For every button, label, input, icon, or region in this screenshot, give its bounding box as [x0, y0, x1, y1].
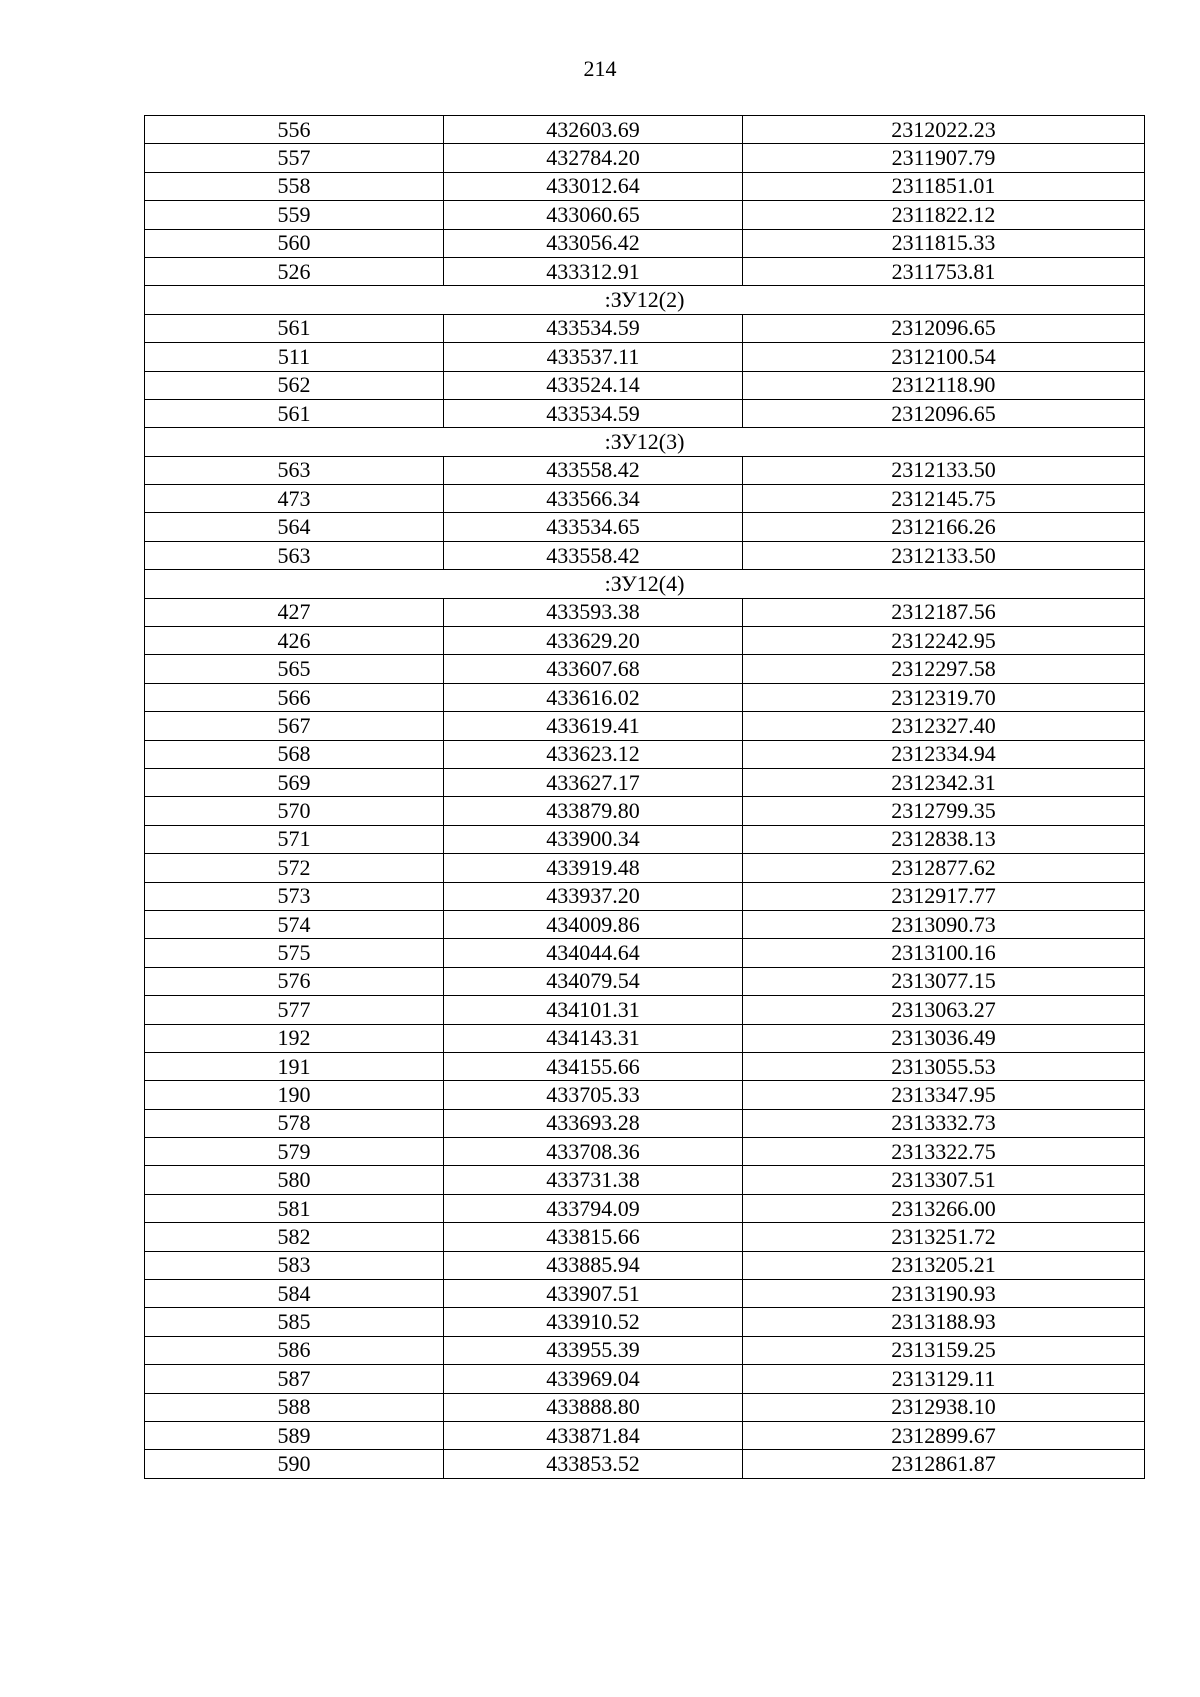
x-coordinate-cell: 433534.65	[444, 513, 743, 541]
table-row	[145, 598, 1145, 626]
point-number-cell: 570	[145, 797, 444, 825]
x-coordinate-cell: 433853.52	[444, 1450, 743, 1478]
x-coordinate-cell: 433900.34	[444, 825, 743, 853]
table-row	[145, 939, 1145, 967]
section-header-row	[145, 286, 1145, 314]
point-number-cell: 569	[145, 768, 444, 796]
point-number-cell: 427	[145, 598, 444, 626]
point-number-cell: 582	[145, 1223, 444, 1251]
x-coordinate-cell: 433558.42	[444, 541, 743, 569]
x-coordinate-cell: 433566.34	[444, 485, 743, 513]
y-coordinate-cell: 2312917.77	[743, 882, 1145, 910]
point-number-cell: 576	[145, 967, 444, 995]
point-number-cell: 590	[145, 1450, 444, 1478]
y-coordinate-cell: 2312133.50	[743, 456, 1145, 484]
x-coordinate-cell: 433888.80	[444, 1393, 743, 1421]
y-coordinate-cell: 2312297.58	[743, 655, 1145, 683]
table-row	[145, 627, 1145, 655]
point-number-cell: 588	[145, 1393, 444, 1421]
x-coordinate-cell: 433705.33	[444, 1081, 743, 1109]
table-row	[145, 343, 1145, 371]
y-coordinate-cell: 2312096.65	[743, 314, 1145, 342]
table-row	[145, 910, 1145, 938]
table-row	[145, 1052, 1145, 1080]
point-number-cell: 574	[145, 910, 444, 938]
x-coordinate-cell: 434009.86	[444, 910, 743, 938]
y-coordinate-cell: 2312877.62	[743, 854, 1145, 882]
x-coordinate-cell: 434079.54	[444, 967, 743, 995]
x-coordinate-cell: 433534.59	[444, 399, 743, 427]
point-number-cell: 572	[145, 854, 444, 882]
y-coordinate-cell: 2312100.54	[743, 343, 1145, 371]
x-coordinate-cell: 433871.84	[444, 1421, 743, 1449]
section-header-row	[145, 428, 1145, 456]
table-row	[145, 513, 1145, 541]
y-coordinate-cell: 2312118.90	[743, 371, 1145, 399]
table-row	[145, 116, 1145, 144]
y-coordinate-cell: 2312938.10	[743, 1393, 1145, 1421]
table-row	[145, 854, 1145, 882]
point-number-cell: 560	[145, 229, 444, 257]
x-coordinate-cell: 432603.69	[444, 116, 743, 144]
page-number: 214	[583, 56, 617, 81]
table-row	[145, 1166, 1145, 1194]
point-number-cell: 580	[145, 1166, 444, 1194]
x-coordinate-cell: 433627.17	[444, 768, 743, 796]
y-coordinate-cell: 2313188.93	[743, 1308, 1145, 1336]
x-coordinate-cell: 434143.31	[444, 1024, 743, 1052]
y-coordinate-cell: 2312861.87	[743, 1450, 1145, 1478]
y-coordinate-cell: 2312334.94	[743, 740, 1145, 768]
table-row	[145, 1251, 1145, 1279]
table-row	[145, 1024, 1145, 1052]
x-coordinate-cell: 433012.64	[444, 172, 743, 200]
point-number-cell: 567	[145, 712, 444, 740]
x-coordinate-cell: 433910.52	[444, 1308, 743, 1336]
y-coordinate-cell: 2313100.16	[743, 939, 1145, 967]
point-number-cell: 578	[145, 1109, 444, 1137]
point-number-cell: 566	[145, 683, 444, 711]
y-coordinate-cell: 2312799.35	[743, 797, 1145, 825]
y-coordinate-cell: 2311815.33	[743, 229, 1145, 257]
y-coordinate-cell: 2313090.73	[743, 910, 1145, 938]
table-row	[145, 1450, 1145, 1478]
table-row	[145, 967, 1145, 995]
x-coordinate-cell: 433524.14	[444, 371, 743, 399]
x-coordinate-cell: 433794.09	[444, 1194, 743, 1222]
table-row	[145, 201, 1145, 229]
table-row	[145, 683, 1145, 711]
y-coordinate-cell: 2313129.11	[743, 1365, 1145, 1393]
y-coordinate-cell: 2313205.21	[743, 1251, 1145, 1279]
y-coordinate-cell: 2312342.31	[743, 768, 1145, 796]
table-row	[145, 1365, 1145, 1393]
table-row	[145, 825, 1145, 853]
x-coordinate-cell: 433593.38	[444, 598, 743, 626]
point-number-cell: 556	[145, 116, 444, 144]
x-coordinate-cell: 433060.65	[444, 201, 743, 229]
y-coordinate-cell: 2313077.15	[743, 967, 1145, 995]
x-coordinate-cell: 433537.11	[444, 343, 743, 371]
table-row	[145, 1109, 1145, 1137]
x-coordinate-cell: 433815.66	[444, 1223, 743, 1251]
point-number-cell: 586	[145, 1336, 444, 1364]
point-number-cell: 573	[145, 882, 444, 910]
x-coordinate-cell: 433558.42	[444, 456, 743, 484]
y-coordinate-cell: 2312319.70	[743, 683, 1145, 711]
x-coordinate-cell: 433056.42	[444, 229, 743, 257]
x-coordinate-cell: 433955.39	[444, 1336, 743, 1364]
table-row	[145, 768, 1145, 796]
point-number-cell: 583	[145, 1251, 444, 1279]
table-row	[145, 371, 1145, 399]
table-row	[145, 655, 1145, 683]
y-coordinate-cell: 2313332.73	[743, 1109, 1145, 1137]
y-coordinate-cell: 2313159.25	[743, 1336, 1145, 1364]
point-number-cell: 571	[145, 825, 444, 853]
table-row	[145, 144, 1145, 172]
point-number-cell: 511	[145, 343, 444, 371]
point-number-cell: 584	[145, 1280, 444, 1308]
table-row	[145, 1223, 1145, 1251]
y-coordinate-cell: 2311822.12	[743, 201, 1145, 229]
y-coordinate-cell: 2311753.81	[743, 257, 1145, 285]
x-coordinate-cell: 433907.51	[444, 1280, 743, 1308]
y-coordinate-cell: 2312133.50	[743, 541, 1145, 569]
x-coordinate-cell: 434044.64	[444, 939, 743, 967]
point-number-cell: 589	[145, 1421, 444, 1449]
x-coordinate-cell: 433623.12	[444, 740, 743, 768]
point-number-cell: 562	[145, 371, 444, 399]
y-coordinate-cell: 2312166.26	[743, 513, 1145, 541]
point-number-cell: 561	[145, 314, 444, 342]
point-number-cell: 568	[145, 740, 444, 768]
table-row	[145, 172, 1145, 200]
table-row	[145, 485, 1145, 513]
point-number-cell: 577	[145, 996, 444, 1024]
x-coordinate-cell: 433885.94	[444, 1251, 743, 1279]
point-number-cell: 579	[145, 1138, 444, 1166]
table-row	[145, 1336, 1145, 1364]
point-number-cell: 557	[145, 144, 444, 172]
y-coordinate-cell: 2313307.51	[743, 1166, 1145, 1194]
point-number-cell: 587	[145, 1365, 444, 1393]
table-row	[145, 797, 1145, 825]
point-number-cell: 526	[145, 257, 444, 285]
table-row	[145, 399, 1145, 427]
x-coordinate-cell: 433534.59	[444, 314, 743, 342]
table-row	[145, 1194, 1145, 1222]
point-number-cell: 563	[145, 456, 444, 484]
table-row	[145, 1393, 1145, 1421]
x-coordinate-cell: 433879.80	[444, 797, 743, 825]
table-row	[145, 456, 1145, 484]
x-coordinate-cell: 434155.66	[444, 1052, 743, 1080]
x-coordinate-cell: 433619.41	[444, 712, 743, 740]
point-number-cell: 575	[145, 939, 444, 967]
x-coordinate-cell: 433937.20	[444, 882, 743, 910]
point-number-cell: 563	[145, 541, 444, 569]
table-row	[145, 541, 1145, 569]
y-coordinate-cell: 2313190.93	[743, 1280, 1145, 1308]
table-row	[145, 1081, 1145, 1109]
section-label: :ЗУ12(3)	[145, 428, 1145, 456]
y-coordinate-cell: 2313322.75	[743, 1138, 1145, 1166]
point-number-cell: 558	[145, 172, 444, 200]
point-number-cell: 561	[145, 399, 444, 427]
y-coordinate-cell: 2312096.65	[743, 399, 1145, 427]
y-coordinate-cell: 2313055.53	[743, 1052, 1145, 1080]
y-coordinate-cell: 2313251.72	[743, 1223, 1145, 1251]
point-number-cell: 585	[145, 1308, 444, 1336]
x-coordinate-cell: 433629.20	[444, 627, 743, 655]
x-coordinate-cell: 433708.36	[444, 1138, 743, 1166]
coordinates-table	[144, 115, 1145, 1479]
x-coordinate-cell: 434101.31	[444, 996, 743, 1024]
y-coordinate-cell: 2312899.67	[743, 1421, 1145, 1449]
section-label: :ЗУ12(4)	[145, 570, 1145, 598]
y-coordinate-cell: 2313347.95	[743, 1081, 1145, 1109]
point-number-cell: 191	[145, 1052, 444, 1080]
x-coordinate-cell: 433616.02	[444, 683, 743, 711]
x-coordinate-cell: 433312.91	[444, 257, 743, 285]
table-row	[145, 1138, 1145, 1166]
y-coordinate-cell: 2313266.00	[743, 1194, 1145, 1222]
table-row	[145, 257, 1145, 285]
coordinates-table-body	[145, 116, 1145, 1479]
y-coordinate-cell: 2313063.27	[743, 996, 1145, 1024]
section-label: :ЗУ12(2)	[145, 286, 1145, 314]
section-header-row	[145, 570, 1145, 598]
y-coordinate-cell: 2313036.49	[743, 1024, 1145, 1052]
point-number-cell: 426	[145, 627, 444, 655]
x-coordinate-cell: 433731.38	[444, 1166, 743, 1194]
table-row	[145, 1421, 1145, 1449]
y-coordinate-cell: 2312187.56	[743, 598, 1145, 626]
y-coordinate-cell: 2312838.13	[743, 825, 1145, 853]
table-row	[145, 1308, 1145, 1336]
x-coordinate-cell: 433919.48	[444, 854, 743, 882]
y-coordinate-cell: 2312145.75	[743, 485, 1145, 513]
table-row	[145, 740, 1145, 768]
x-coordinate-cell: 433607.68	[444, 655, 743, 683]
table-row	[145, 882, 1145, 910]
point-number-cell: 564	[145, 513, 444, 541]
point-number-cell: 565	[145, 655, 444, 683]
table-row	[145, 229, 1145, 257]
table-row	[145, 712, 1145, 740]
table-row	[145, 996, 1145, 1024]
point-number-cell: 190	[145, 1081, 444, 1109]
point-number-cell: 473	[145, 485, 444, 513]
y-coordinate-cell: 2311851.01	[743, 172, 1145, 200]
x-coordinate-cell: 432784.20	[444, 144, 743, 172]
point-number-cell: 192	[145, 1024, 444, 1052]
x-coordinate-cell: 433969.04	[444, 1365, 743, 1393]
table-row	[145, 1280, 1145, 1308]
x-coordinate-cell: 433693.28	[444, 1109, 743, 1137]
table-row	[145, 314, 1145, 342]
point-number-cell: 581	[145, 1194, 444, 1222]
y-coordinate-cell: 2312022.23	[743, 116, 1145, 144]
y-coordinate-cell: 2311907.79	[743, 144, 1145, 172]
y-coordinate-cell: 2312327.40	[743, 712, 1145, 740]
y-coordinate-cell: 2312242.95	[743, 627, 1145, 655]
point-number-cell: 559	[145, 201, 444, 229]
